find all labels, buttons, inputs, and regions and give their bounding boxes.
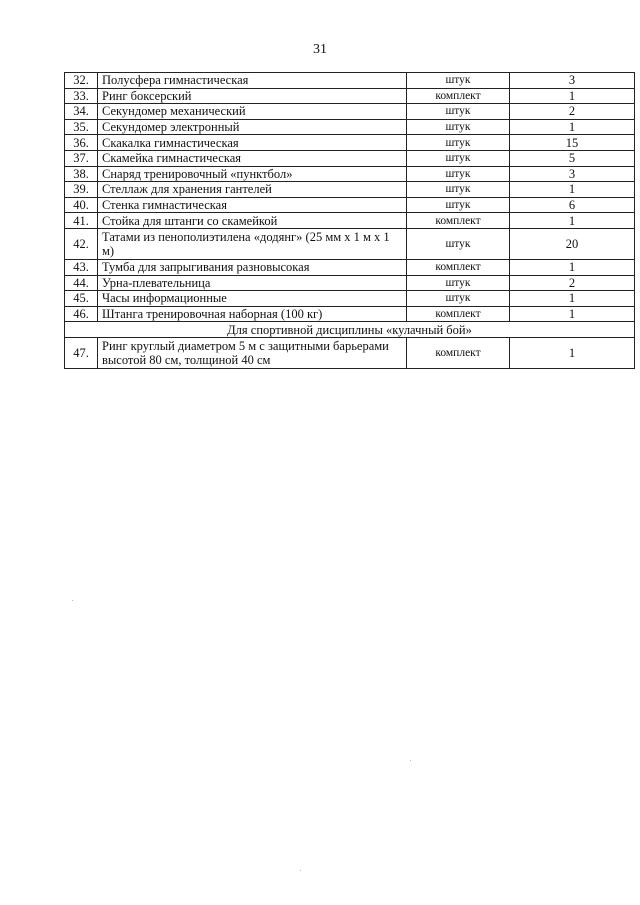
row-number: 39.	[65, 182, 98, 198]
item-quantity: 1	[510, 291, 635, 307]
row-number: 45.	[65, 291, 98, 307]
row-number: 46.	[65, 306, 98, 322]
item-quantity: 1	[510, 306, 635, 322]
item-name: Скакалка гимнастическая	[98, 135, 407, 151]
item-unit: штук	[407, 135, 510, 151]
table-row	[65, 337, 635, 368]
row-number: 43.	[65, 259, 98, 275]
item-name: Скамейка гимнастическая	[98, 150, 407, 166]
table-row	[65, 88, 635, 104]
item-name: Ринг боксерский	[98, 88, 407, 104]
page-number: 31	[313, 42, 327, 57]
item-name: Ринг круглый диаметром 5 м с защитными барьерами высотой 80 см, толщиной 40 см	[98, 337, 407, 368]
row-number: 35.	[65, 119, 98, 135]
item-quantity: 6	[510, 197, 635, 213]
row-number: 41.	[65, 213, 98, 229]
table-row	[65, 150, 635, 166]
table-row	[65, 73, 635, 89]
item-quantity: 1	[510, 259, 635, 275]
table-row	[65, 135, 635, 151]
item-name: Стойка для штанги со скамейкой	[98, 213, 407, 229]
item-name: Стеллаж для хранения гантелей	[98, 182, 407, 198]
item-name: Стенка гимнастическая	[98, 197, 407, 213]
table-row	[65, 228, 635, 259]
item-name: Часы информационные	[98, 291, 407, 307]
item-name: Снаряд тренировочный «пунктбол»	[98, 166, 407, 182]
row-number: 44.	[65, 275, 98, 291]
item-quantity: 1	[510, 337, 635, 368]
table-row	[65, 275, 635, 291]
table-row	[65, 104, 635, 120]
table-row	[65, 197, 635, 213]
table-row	[65, 166, 635, 182]
row-number: 40.	[65, 197, 98, 213]
table-row	[65, 259, 635, 275]
item-unit: штук	[407, 228, 510, 259]
table-row	[65, 213, 635, 229]
item-unit: комплект	[407, 213, 510, 229]
item-unit: штук	[407, 197, 510, 213]
item-unit: штук	[407, 119, 510, 135]
item-quantity: 2	[510, 104, 635, 120]
row-number: 37.	[65, 150, 98, 166]
section-heading: Для спортивной дисциплины «кулачный бой»	[65, 322, 635, 338]
item-name: Штанга тренировочная наборная (100 кг)	[98, 306, 407, 322]
row-number: 47.	[65, 337, 98, 368]
item-quantity: 2	[510, 275, 635, 291]
item-name: Урна-плевательница	[98, 275, 407, 291]
item-quantity: 3	[510, 166, 635, 182]
scan-speck	[72, 600, 73, 601]
row-number: 38.	[65, 166, 98, 182]
item-quantity: 1	[510, 182, 635, 198]
item-unit: штук	[407, 182, 510, 198]
item-name: Секундомер электронный	[98, 119, 407, 135]
row-number: 32.	[65, 73, 98, 89]
item-name: Тумба для запрыгивания разновысокая	[98, 259, 407, 275]
item-quantity: 3	[510, 73, 635, 89]
item-unit: штук	[407, 150, 510, 166]
item-unit: штук	[407, 166, 510, 182]
table-row	[65, 119, 635, 135]
scan-speck	[410, 760, 411, 761]
item-name: Секундомер механический	[98, 104, 407, 120]
item-unit: комплект	[407, 337, 510, 368]
item-name: Полусфера гимнастическая	[98, 73, 407, 89]
row-number: 36.	[65, 135, 98, 151]
row-number: 34.	[65, 104, 98, 120]
item-quantity: 1	[510, 88, 635, 104]
item-unit: комплект	[407, 259, 510, 275]
item-unit: штук	[407, 104, 510, 120]
item-unit: штук	[407, 73, 510, 89]
item-quantity: 5	[510, 150, 635, 166]
item-quantity: 1	[510, 213, 635, 229]
equipment-table	[64, 72, 635, 369]
section-row	[65, 322, 635, 338]
item-unit: комплект	[407, 88, 510, 104]
table-row	[65, 291, 635, 307]
item-name: Татами из пенополиэтилена «додянг» (25 мм х 1 м х 1 м)	[98, 228, 407, 259]
scan-speck	[300, 870, 301, 871]
table-row	[65, 306, 635, 322]
item-quantity: 20	[510, 228, 635, 259]
item-quantity: 15	[510, 135, 635, 151]
table-row	[65, 182, 635, 198]
row-number: 42.	[65, 228, 98, 259]
item-quantity: 1	[510, 119, 635, 135]
item-unit: штук	[407, 275, 510, 291]
item-unit: штук	[407, 291, 510, 307]
item-unit: комплект	[407, 306, 510, 322]
row-number: 33.	[65, 88, 98, 104]
